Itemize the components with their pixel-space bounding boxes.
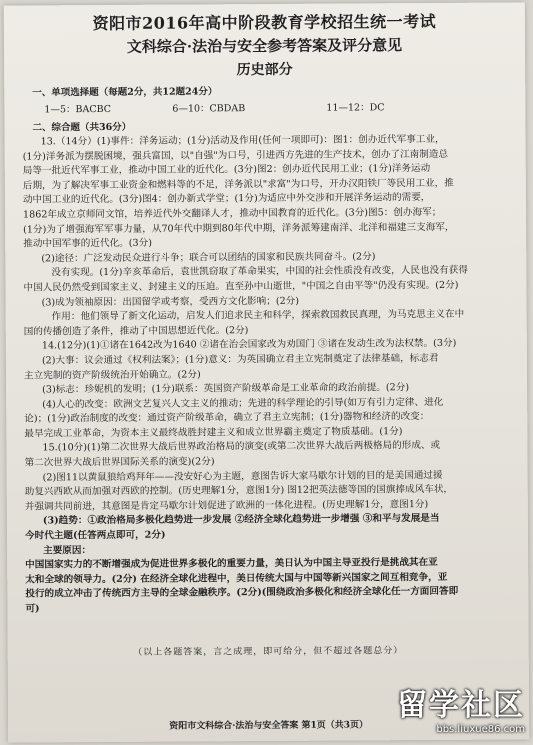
- site-watermark: [397, 680, 525, 735]
- answer-line: (3)趋势：①政治格局多极化趋势进一步发展 ②经济全球化趋势进一步增强 ③和平与发展是当: [42, 513, 440, 527]
- answer-line: (2)途径：广泛发动民众进行斗争；联合可以团结的国家和民族共同奋斗。(2分): [41, 251, 376, 265]
- answer-line: 局等一批近代军事工业，推动中国工业的近代化。(3分)图2：创办近代民用工业；(1分)洋务运动: [22, 163, 431, 177]
- answer-line: 推动中国军事的近代化。(3分): [23, 237, 152, 250]
- part1-answers: [44, 98, 525, 115]
- answer-sheet-page: [4, 2, 529, 742]
- answer-line: 1862年成立京师同文馆，培养近代外交翻译人才，推动中国教育的近代化。(3分)图5：创办海军；: [22, 206, 442, 221]
- answer-line: (2)大事：议会通过《权利法案》；(1分)意义：为英国确立君主立宪制奠定了法律基础，标志君: [41, 352, 439, 367]
- section-title: 历史部分: [236, 61, 293, 79]
- watermark-url: bbs.liuxue86.com: [436, 724, 525, 735]
- answer-line: 可): [25, 603, 40, 615]
- answer-line: 第二次世界大战后世界国际关系的演变)(2分): [24, 456, 215, 469]
- answer-line: 国的传播创造了条件，推动了中国思想近代化。(2分): [23, 324, 249, 338]
- answer-line: 15.(10分)(1)第二次世界大战后世界政治格局的演变(或第二次世界大战后两极格局的形成、或: [42, 440, 441, 454]
- answer-line: 中国人民仍然受到国家主义、封建主义的压迫。直至孙中山逝世，"中国之自由平等"仍没有实现。(2分): [23, 279, 459, 294]
- answer-group-3: 11—12：DC: [326, 102, 385, 114]
- answer-line: (3)标志：珍妮机的发明；(1分)联系：英国资产阶级革命是工业革命的政治前提。(2分): [42, 382, 410, 396]
- page-footer: 资阳市文科综合·法治与安全答案 第1页（共3页）: [169, 720, 369, 732]
- answer-line: 今时代主题(任答两点即可，2分): [24, 529, 166, 542]
- answer-line: 太和全球的领导力。(2分) 在经济全球化进程中，美日传统大国与中国等新兴国家之间互相竞争，亚: [25, 571, 448, 586]
- answer-line: (1分)洋务派为摆脱困境，强兵富国，以"自强"为口号，引进西方先进的生产技术，创办了江南制造总: [22, 148, 449, 163]
- answer-line: (1分)为了增强海军军事力量，从70年代中期到80年代中期，洋务派筹建南洋、北洋和福建三支海军，: [23, 221, 455, 236]
- exam-subtitle: 文科综合·法治与安全参考答案及评分意见: [126, 36, 403, 56]
- answer-line: 最早完成工业革命，为资本主义最终战胜封建主义和成立世界霸主奠定了物质基础。(1分): [24, 426, 403, 440]
- answer-line: 没有实现。(1分)辛亥革命后，袁世凯窃取了革命果实，中国的社会性质没有改变，人民也没有获得: [51, 265, 468, 279]
- answer-line: 助复兴西欧从而加强对西欧的控制。(历史理解1分，意图1分) 图12把英法德等国的国旗捧成风车状，: [24, 484, 454, 498]
- answer-line: 中国国家实力的不断增强成为促进世界多极化的重要力量，美日认为中国主导亚投行是挑战其在亚: [25, 557, 438, 571]
- answer-line: (2)图11以黄鼠狼给鸡拜年——没安好心为主题，意图告诉大家马歇尔计划的目的是美国通过援: [42, 469, 443, 484]
- answer-line: (3)成为领袖原因：出国留学或考察，受西方文化影响；(2分): [41, 295, 300, 308]
- answer-line: 14.(12分)(1)①诸在1642改为1640 ②诸在治会国家改为劝国门 ③诸在发动生改为法权禁。(3分): [41, 338, 457, 352]
- answer-line: (4)人心的改变：欧洲文艺复兴人文主义的推动；先进的科学理论的引导(如万有引力定律、进化: [42, 396, 444, 411]
- part2-heading: 二、综合题（共36分）: [32, 121, 132, 134]
- answer-group-2: 6—10：CBDAB: [172, 103, 246, 115]
- answer-line: 投行的成立冲击了传统西方主导的全球金融秩序。(2分)(围绕政治多极化和经济全球化任一方面回答即: [25, 586, 459, 600]
- answer-line: 并强调共同前进，其意图是肯定马歇尔计划促进了欧洲的一体化进程。(历史理解1分，意图1分): [24, 498, 429, 513]
- part1-heading: 一、单项选择题（每题2分，共12题24分）: [32, 86, 218, 99]
- answer-line: 论)；(1分)政治制度的改变：通过资产阶级革命，确立了君主立宪制；(1分)器物和经济的改变：: [24, 411, 430, 425]
- answer-line: 主立宪制的资产阶级统治开始确立。(2分): [23, 368, 201, 381]
- answer-line: 动中国工业的近代化。(3分)图4：创办新式学堂；(1分)为适应中外交涉和开展洋务运动的需要，: [22, 192, 431, 206]
- grading-note: （以上各题答案，言之成理，即可给分，但不超过各题总分）: [133, 645, 404, 658]
- answer-line: 主要原因：: [43, 544, 92, 556]
- exam-title: 资阳市2016年高中阶段教育学校招生统一考试: [92, 11, 437, 34]
- answer-line: 13.（14分）(1)事件：洋务运动；(1分)活动及作用(任何一项即可)：图1：创办近代军事工业，: [40, 133, 445, 148]
- answer-line: 后期，为了解决军事工业资金和燃料等的不足，洋务派以"求富"为口号，开办汉阳铁厂等民用工业，推: [22, 177, 454, 192]
- watermark-title: 留学社区: [397, 688, 525, 723]
- answer-body: [23, 132, 515, 617]
- answer-group-1: 1—5：BACBC: [44, 103, 112, 116]
- answer-line: 作用：他们领导了新文化运动，启发人们追求民主和科学，探索救国救民真理，为马克思主义在中: [51, 308, 465, 323]
